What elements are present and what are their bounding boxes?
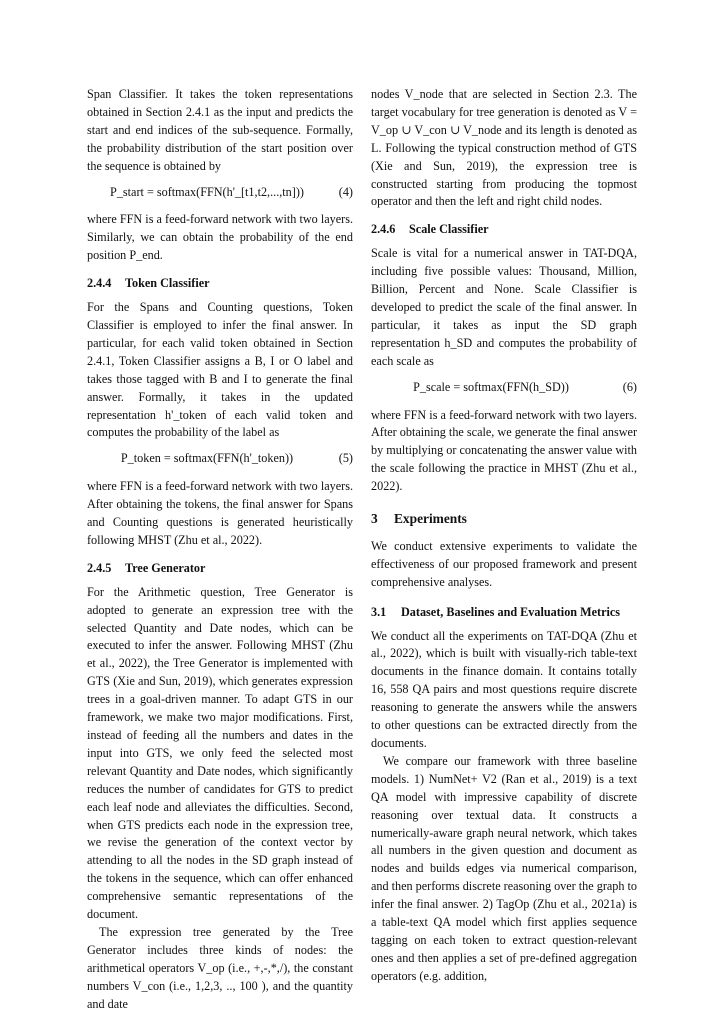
equation-5 [87,450,353,468]
paragraph-ffn-start: where FFN is a feed-forward network with two layers. Similarly, we can obtain the probability of the end position P_end. [87,212,353,263]
equation-6-body: P_scale = softmax(FFN(h_SD)) [413,379,569,394]
equation-6 [371,379,637,397]
equation-5-body: P_token = softmax(FFN(h'_token)) [120,451,294,466]
paragraph-expression-tree: The expression tree generated by the Tree Generator includes three kinds of nodes: the arithmetical operators V_op (i.e., +,-,*,/), the constant numbers V_con (i.e., 1,2,3, .., 100 ), and the quantity and date [87,924,353,1011]
paragraph-baselines: We compare our framework with three baseline models. 1) NumNet+ V2 (Ran et al., 2019) is a text QA model with impressive capability of discrete reasoning over textual data. It constructs a numerically-aware graph neural network, which takes all numbers in the given question and document as nodes and builds edges via numerical comparison, and then performs discrete reasoning over the graph to infer the final answer. 2) TagOp (Zhu et al., 2021a) is a table-text QA model which first applies sequence tagging on each token to extract question-relevant ones and then applies a set of pre-defined aggregation operators (e.g. addition, [371,753,638,983]
heading-2-4-6 [371,221,637,239]
heading-section-3-number: 3 [371,511,378,527]
paragraph-token-ffn: where FFN is a feed-forward network with two layers. After obtaining the tokens, the final answer for Spans and Counting questions is generated heuristically following MHST (Zhu et al., 2022). [87,479,353,547]
right-column [371,86,637,986]
heading-2-4-6-number: 2.4.6 [371,222,396,237]
heading-2-4-6-title: Scale Classifier [409,222,489,237]
heading-section-3-title: Experiments [394,511,467,527]
equation-4-body: P_start = softmax(FFN(h'_[t1,t2,...,tn])) [110,184,304,199]
paragraph-token-classifier: For the Spans and Counting questions, Token Classifier is employed to infer the final answer. In particular, for each valid token obtained in Section 2.4.1, Token Classifier assigns a B, I or O label and takes those tagged with B and I to generate the final answer. Formally, it takes in the updated representation h'_token of each valid token and computes the probability of the label as [87,300,353,440]
equation-5-number: (5) [338,451,353,466]
heading-2-4-5-number: 2.4.5 [87,560,112,575]
heading-2-4-4-title: Token Classifier [125,276,210,291]
paragraph-target-vocabulary: nodes V_node that are selected in Section 2.3. The target vocabulary for tree generation is denoted as V = V_op ∪ V_con ∪ V_node and its length is denoted as L. Following the typical construction method of GTS (Xie and Sun, 2019), the expression tree is constructed starting from producing the topmost operator and then the left and right child nodes. [371,87,637,209]
paragraph-dataset: We conduct all the experiments on TAT-DQA (Zhu et al., 2022), which is built with visually-rich table-text documents in the finance domain. It contains totally 16, 558 QA pairs and most questions require discrete reasoning to generate the answers while the answers to other questions can be extracted directly from the documents. [371,628,637,750]
paragraph-experiments-intro: We conduct extensive experiments to validate the effectiveness of our proposed framework and present comprehensive analyses. [371,538,637,589]
heading-section-3 [371,510,637,528]
equation-6-number: (6) [622,379,637,394]
paragraph-scale-classifier: Scale is vital for a numerical answer in TAT-DQA, including five possible values: Thousand, Million, Billion, Percent and None. Scale Classifier is developed to predict the scale of the final answer. In particular, it takes as input the SD graph representation h_SD and computes the probability of each scale as [371,246,637,368]
left-column [87,86,353,1014]
equation-4-number: (4) [338,184,353,199]
paragraph-span-classifier: Span Classifier. It takes the token representations obtained in Section 2.4.1 as the input and predicts the start and end indices of the sub-sequence. Formally, the probability distribution of the start position over the sequence is obtained by [87,87,353,173]
paragraph-tree-generator: For the Arithmetic question, Tree Generator is adopted to generate an expression tree with the selected Quantity and Date nodes, which can be executed to infer the answer. Following MHST (Zhu et al., 2022), the Tree Generator is implemented with GTS (Xie and Sun, 2019), which generates expression trees in a goal-driven manner. To adapt GTS in our framework, we make two major modifications. First, instead of feeding all the numbers and dates in the input into GTS, we only feed the selected most relevant Quantity and Date nodes, which significantly reduces the number of candidates for GTS to predict each leaf node and alleviates the difficulties. Second, when GTS predicts each node in the expression tree, we revise the generation of the context vector by attending to all the nodes in the SD graph instead of the tokens in the sequence, which can offer enhanced comprehensive semantic representations of the document. [87,584,353,922]
heading-3-1-title: Dataset, Baselines and Evaluation Metrics [401,604,621,619]
heading-3-1 [371,604,637,622]
heading-3-1-number: 3.1 [371,604,387,619]
paragraph-scale-ffn: where FFN is a feed-forward network with two layers. After obtaining the scale, we generate the final answer by multiplying or concatenating the answer value with the scale following the practice in MHST (Zhu et al., 2022). [371,407,637,494]
equation-4 [87,184,353,202]
heading-2-4-4 [87,275,353,293]
heading-2-4-5 [87,560,353,578]
heading-2-4-5-title: Tree Generator [125,560,206,575]
heading-2-4-4-number: 2.4.4 [87,276,112,291]
